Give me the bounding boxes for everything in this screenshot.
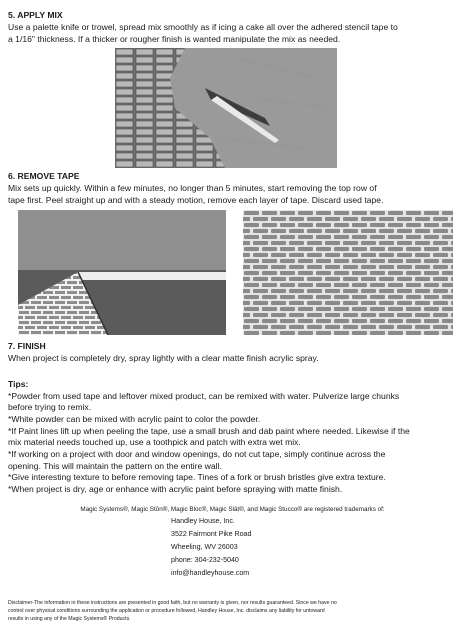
- photo-brick-result: [243, 210, 453, 335]
- email-address: info@handleyhouse.com: [171, 569, 250, 577]
- tip-line: *Powder from used tape and leftover mixed product, can be remixed with water. Pulverize large chunks: [8, 391, 400, 401]
- tip-line: before trying to remix.: [8, 402, 92, 412]
- tip-line: mix material needs touched up, use a toothpick and patch with extra wet mix.: [8, 437, 301, 447]
- company-name: Handley House, Inc.: [171, 517, 235, 525]
- section-7-heading: 7. FINISH: [8, 341, 46, 351]
- section-7-line-1: When project is completely dry, spray lightly with a clear matte finish acrylic spray.: [8, 353, 319, 363]
- section-5-heading: 5. APPLY MIX: [8, 10, 63, 20]
- phone-number: phone: 304-232-5040: [171, 556, 239, 564]
- street-address: 3522 Fairmont Pike Road: [171, 530, 252, 538]
- trademark-notice: Magic Systems®, Magic Stōn®, Magic Bloc®, Magic Slāt®, and Magic Stucco® are registered trademarks of:: [80, 506, 385, 513]
- disclaimer-line: Disclaimer-The information in these instructions are presented in good faith, but no warranty is given, nor results guaranteed. Since we have no: [8, 600, 337, 606]
- section-6-heading: 6. REMOVE TAPE: [8, 171, 80, 181]
- section-5-line-1: Use a palette knife or trowel, spread mix smoothly as if icing a cake all over the adhered stencil tape to: [8, 22, 398, 32]
- section-5-line-2: a 1/16" thickness. If a thicker or rougher finish is wanted manipulate the mix as needed.: [8, 34, 341, 44]
- photo-apply-mix: [115, 48, 337, 168]
- section-6-line-2: tape first. Peel straight up and with a steady motion, remove each layer of tape. Discard used tape.: [8, 195, 384, 205]
- photo-remove-tape: [18, 210, 226, 335]
- tip-line: *If Paint lines lift up when peeling the tape, use a small brush and dab paint where needed. Likewise if the: [8, 426, 410, 436]
- city-state-zip: Wheeling, WV 26003: [171, 543, 238, 551]
- tip-line: *When project is dry, age or enhance with acrylic paint before spraying with matte finish.: [8, 484, 343, 494]
- tip-line: opening. This will maintain the pattern on the entire wall.: [8, 461, 222, 471]
- tip-line: *Give interesting texture to before removing tape. Tines of a fork or brush bristles give extra texture.: [8, 472, 386, 482]
- tips-heading: Tips:: [8, 379, 29, 389]
- disclaimer-line: control over physical conditions surrounding the application or procedure followed, Handley House, Inc. disclaims any liability for untoward: [8, 608, 325, 614]
- section-6-line-1: Mix sets up quickly. Within a few minutes, no longer than 5 minutes, start removing the top row of: [8, 183, 377, 193]
- disclaimer-line: results in using any of the Magic Systems® Products.: [8, 616, 131, 622]
- tip-line: *White powder can be mixed with acrylic paint to color the powder.: [8, 414, 261, 424]
- tip-line: *If working on a project with door and window openings, do not cut tape, simply continue across the: [8, 449, 386, 459]
